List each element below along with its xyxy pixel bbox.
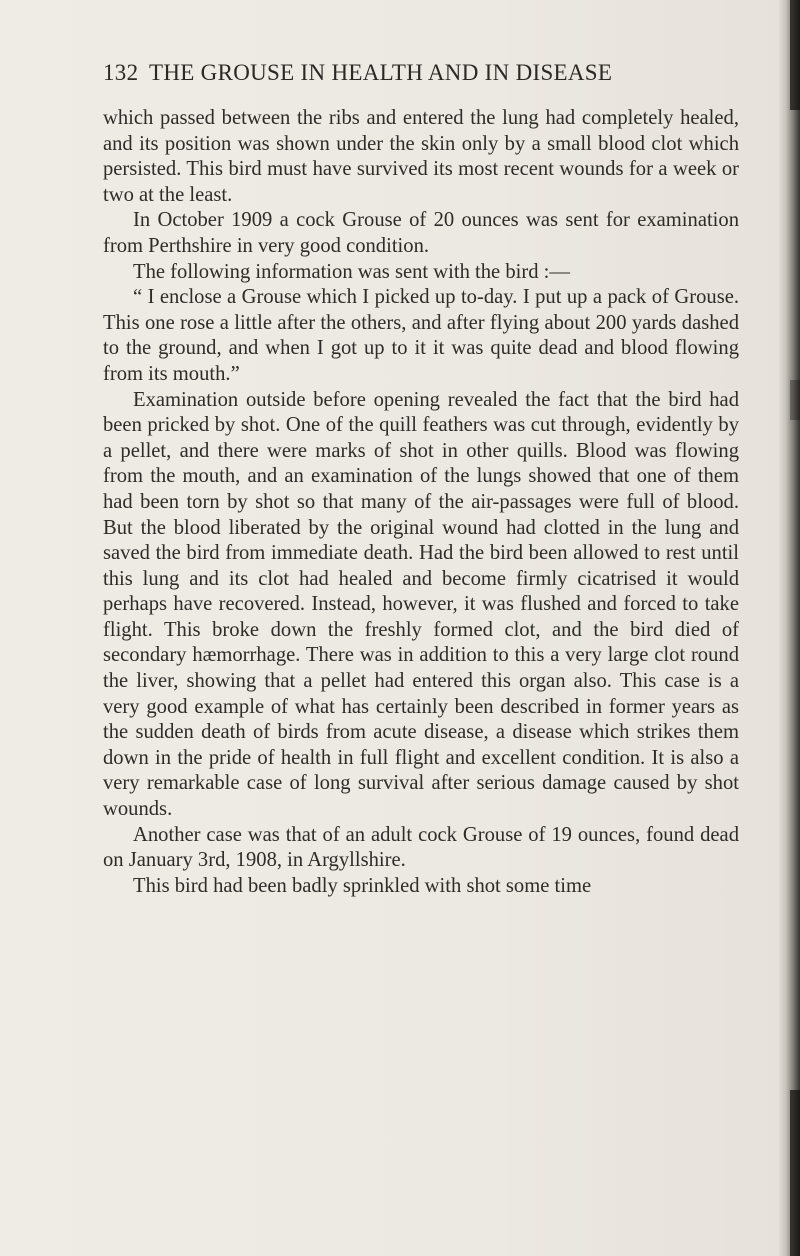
body-text	[103, 106, 739, 899]
page-edge-mark	[790, 0, 800, 110]
page-number: 132	[103, 60, 139, 85]
running-head: THE GROUSE IN HEALTH AND IN DISEASE	[149, 60, 613, 85]
page-edge-shadow	[778, 0, 800, 1256]
paragraph-examination: Examination outside before opening revealed the fact that the bird had been pricked by shot. One of the quill feathers was cut through, evidently by a pellet, and there were marks of shot in other quills. Blood was flowing from the mouth, and an examination of the lungs showed that one of them had been torn by shot so that many of the air-passages were full of blood. But the blood liberated by the original wound had clotted in the lung and saved the bird from immediate death. Had the bird been allowed to rest until this lung and its clot had healed and become firmly cicatrised it would perhaps have recovered. Instead, however, it was flushed and forced to take flight. This broke down the freshly formed clot, and the bird died of secondary hæmorrhage. There was in addition to this a very large clot round the liver, showing that a pellet had entered this organ also. This case is a very good example of what has certainly been described in former years as the sudden death of birds from acute disease, a disease which strikes them down in the pride of health in full flight and excellent condition. It is also a very remarkable case of long survival after serious damage caused by shot wounds.	[103, 388, 739, 821]
paragraph-continued: which passed between the ribs and entered the lung had completely healed, and its position was shown under the skin only by a small blood clot which persisted. This bird must have survived its most recent wounds for a week or two at the least.	[103, 107, 739, 206]
paragraph-another-case: Another case was that of an adult cock Grouse of 19 ounces, found dead on January 3rd, 1908, in Argyllshire.	[103, 823, 739, 872]
page-header	[103, 60, 743, 96]
paragraph-information-intro: The following information was sent with the bird :—	[133, 260, 570, 283]
paragraph-final: This bird had been badly sprinkled with shot some time	[133, 874, 592, 897]
paragraph-quoted-letter: “ I enclose a Grouse which I picked up to-day. I put up a pack of Grouse. This one rose a little after the others, and after flying about 200 yards dashed to the ground, and when I got up to it it was quite dead and blood flowing from its mouth.”	[103, 286, 739, 385]
paragraph-october-case: In October 1909 a cock Grouse of 20 ounces was sent for examination from Perthshire in very good condition.	[103, 209, 739, 257]
page-edge-mark	[790, 1090, 800, 1256]
page-edge-mark	[790, 380, 800, 420]
